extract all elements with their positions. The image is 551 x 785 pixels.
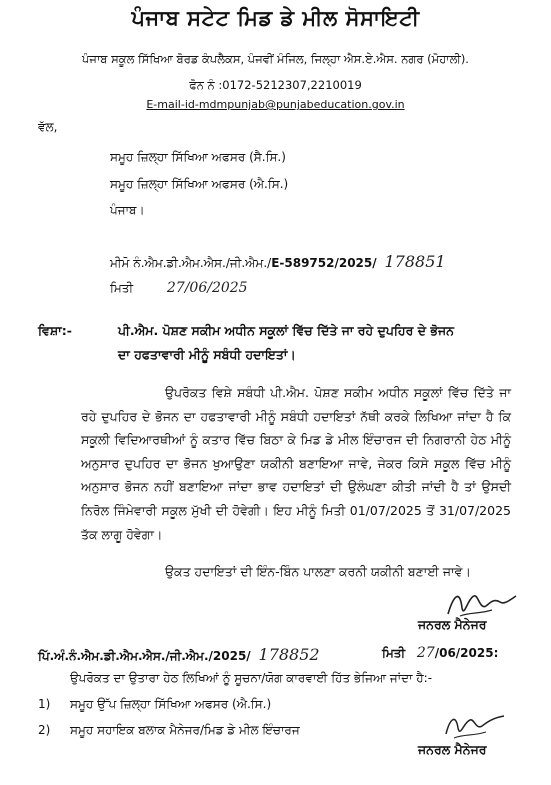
list-item: ਸਮੂਹ ਸਹਾਇਕ ਬਲਾਕ ਮੈਨੇਜਰ/ਮਿਡ ਡੇ ਮੀਲ ਇੰਚਾਰਜ [70, 723, 300, 737]
endorsement-number-prefix: ਪਿੱ.ਅੰ.ਨੰ.ਐਮ.ਡੀ.ਐਮ.ਐਸ./ਜੀ.ਐਮ./2025/ [38, 649, 251, 663]
endorsement-date-value: /06/2025: [434, 646, 499, 660]
body-paragraph [81, 381, 511, 546]
endorsement-number-handwritten: 178852 [258, 645, 320, 664]
memo-date-label: ਮਿਤੀ [110, 281, 134, 295]
memo-number-code: E-589752/2025/ [271, 256, 377, 270]
memo-date-value: 27/06/2025 [166, 280, 248, 296]
letterhead-address: ਪੰਜਾਬ ਸਕੂਲ ਸਿੱਖਿਆ ਬੋਰਡ ਕੰਪਲੈਕਸ, ਪੰਜਵੀਂ ਮੰਜਿਲ, ਜਿਲ੍ਹਾ ਐਸ.ਏ.ਐਸ. ਨਗਰ (ਮੋਹਾਲੀ). [82, 52, 469, 66]
memo-number-prefix: ਮੀਮੋ ਨੰ.ਐਮ.ਡੀ.ਐਮ.ਐਸ./ਜੀ.ਐਮ./ [110, 256, 272, 270]
list-item-number: 2) [38, 723, 51, 737]
signature-scribble [440, 710, 510, 744]
subject-line: ਦਾ ਹਫਤਾਵਾਰੀ ਮੀਨੂੰ ਸਬੰਧੀ ਹਦਾਇਤਾਂ। [118, 347, 296, 362]
subject-line: ਪੀ.ਐਮ. ਪੋਸ਼ਣ ਸਕੀਮ ਅਧੀਨ ਸਕੂਲਾਂ ਵਿੱਚ ਦਿੱਤੇ ਜਾ ਰਹੇ ਦੁਪਹਿਰ ਦੇ ਭੋਜਨ [118, 323, 454, 338]
letterhead-email: E-mail-id-mdmpunjab@punjabeducation.gov.in [146, 98, 405, 111]
memo-date [110, 280, 248, 296]
recipient-line: ਪੰਜਾਬ। [110, 203, 145, 217]
organization-title: ਪੰਜਾਬ ਸਟੇਟ ਮਿਡ ਡੇ ਮੀਲ ਸੋਸਾਇਟੀ [131, 6, 420, 30]
recipient-line: ਸਮੂਹ ਜ਼ਿਲ੍ਹਾ ਸਿੱਖਿਆ ਅਫਸਰ (ਸੈ.ਸਿ.) [110, 150, 286, 164]
letterhead-phone: ਫੋਨ ਨੰ :0172-5212307,2210019 [189, 78, 362, 92]
subject-label: ਵਿਸ਼ਾ:- [38, 323, 72, 338]
to-label: ਵੱਲ, [38, 120, 58, 134]
signatory-title: ਜਨਰਲ ਮੈਨੇਜਰ [418, 742, 487, 757]
list-item: ਸਮੂਹ ਉੱਪ ਜ਼ਿਲ੍ਹਾ ਸਿੱਖਿਆ ਅਫਸਰ (ਐ.ਸਿ.) [70, 697, 272, 711]
endorsement-number [38, 645, 320, 664]
recipient-line: ਸਮੂਹ ਜ਼ਿਲ੍ਹਾ ਸਿੱਖਿਆ ਅਫਸਰ (ਐ.ਸਿ.) [110, 177, 289, 191]
closing-line: ਉਕਤ ਹਦਾਇਤਾਂ ਦੀ ਇੰਨ-ਬਿੰਨ ਪਾਲਣਾ ਕਰਨੀ ਯਕੀਨੀ ਬਣਾਈ ਜਾਵੇ। [165, 564, 471, 579]
endorsement-date-label: ਮਿਤੀ [382, 646, 406, 660]
memo-number-handwritten: 178851 [384, 252, 446, 271]
list-item-number: 1) [38, 697, 51, 711]
memo-number [110, 252, 446, 271]
endorsement-date-handwritten: 27 [416, 645, 435, 661]
body-paragraph-text: ਉਪਰੋਕਤ ਵਿਸ਼ੇ ਸਬੰਧੀ ਪੀ.ਐਮ. ਪੋਸ਼ਣ ਸਕੀਮ ਅਧੀਨ ਸਕੂਲਾਂ ਵਿੱਚ ਦਿੱਤੇ ਜਾ ਰਹੇ ਦੁਪਹਿਰ ਦੇ ਭੋਜਨ ਦਾ ਹਫਤਾਵਾਰੀ ਮੀਨੂੰ ਸਬੰਧੀ ਹਦਾਇਤਾਂ ਨੱਥੀ ਕਰਕੇ ਲਿਖਿਆ ਜਾਂਦਾ ਹੈ ਕਿ ਸਕੂਲੀ ਵਿਦਿਆਰਥੀਆਂ ਨੂੰ ਕਤਾਰ ਵਿੱਚ ਬਿਠਾ ਕੇ ਮਿਡ ਡੇ ਮੀਲ ਇੰਚਾਰਜ ਦੀ ਨਿਗਰਾਨੀ ਹੇਠ ਮੀਨੂੰ ਅਨੁਸਾਰ ਦੁਪਹਿਰ ਦਾ ਭੋਜਨ ਖੁਆਉਣਾ ਯਕੀਨੀ ਬਣਾਇਆ ਜਾਵੇ, ਜੇਕਰ ਕਿਸੇ ਸਕੂਲ ਵਿੱਚ ਮੀਨੂੰ ਅਨੁਸਾਰ ਭੋਜਨ ਨਹੀਂ ਬਣਾਇਆ ਜਾਂਦਾ ਭਾਵ ਹਦਾਇਤਾਂ ਦੀ ਉਲੰਘਣਾ ਕੀਤੀ ਜਾਂਦੀ ਹੈ ਤਾਂ ਉਸਦੀ ਨਿਰੋਲ ਜਿੰਮੇਵਾਰੀ ਸਕੂਲ ਮੁੱਖੀ ਦੀ ਹੋਵੇਗੀ। ਇਹ ਮੀਨੂੰ ਮਿਤੀ 01/07/2025 ਤੋਂ 31/07/2025 ਤੱਕ ਲਾਗੂ ਹੋਵੇਗਾ। [81, 385, 511, 542]
endorsement-intro: ਉਪਰੋਕਤ ਦਾ ਉਤਾਰਾ ਹੇਠ ਲਿਖਿਆਂ ਨੂੰ ਸੂਚਨਾ/ਯੋਗ ਕਾਰਵਾਈ ਹਿੱਤ ਭੇਜਿਆ ਜਾਂਦਾ ਹੈ:- [70, 671, 433, 685]
signatory-title: ਜਨਰਲ ਮੈਨੇਜਰ [418, 617, 487, 632]
endorsement-date [382, 645, 498, 661]
